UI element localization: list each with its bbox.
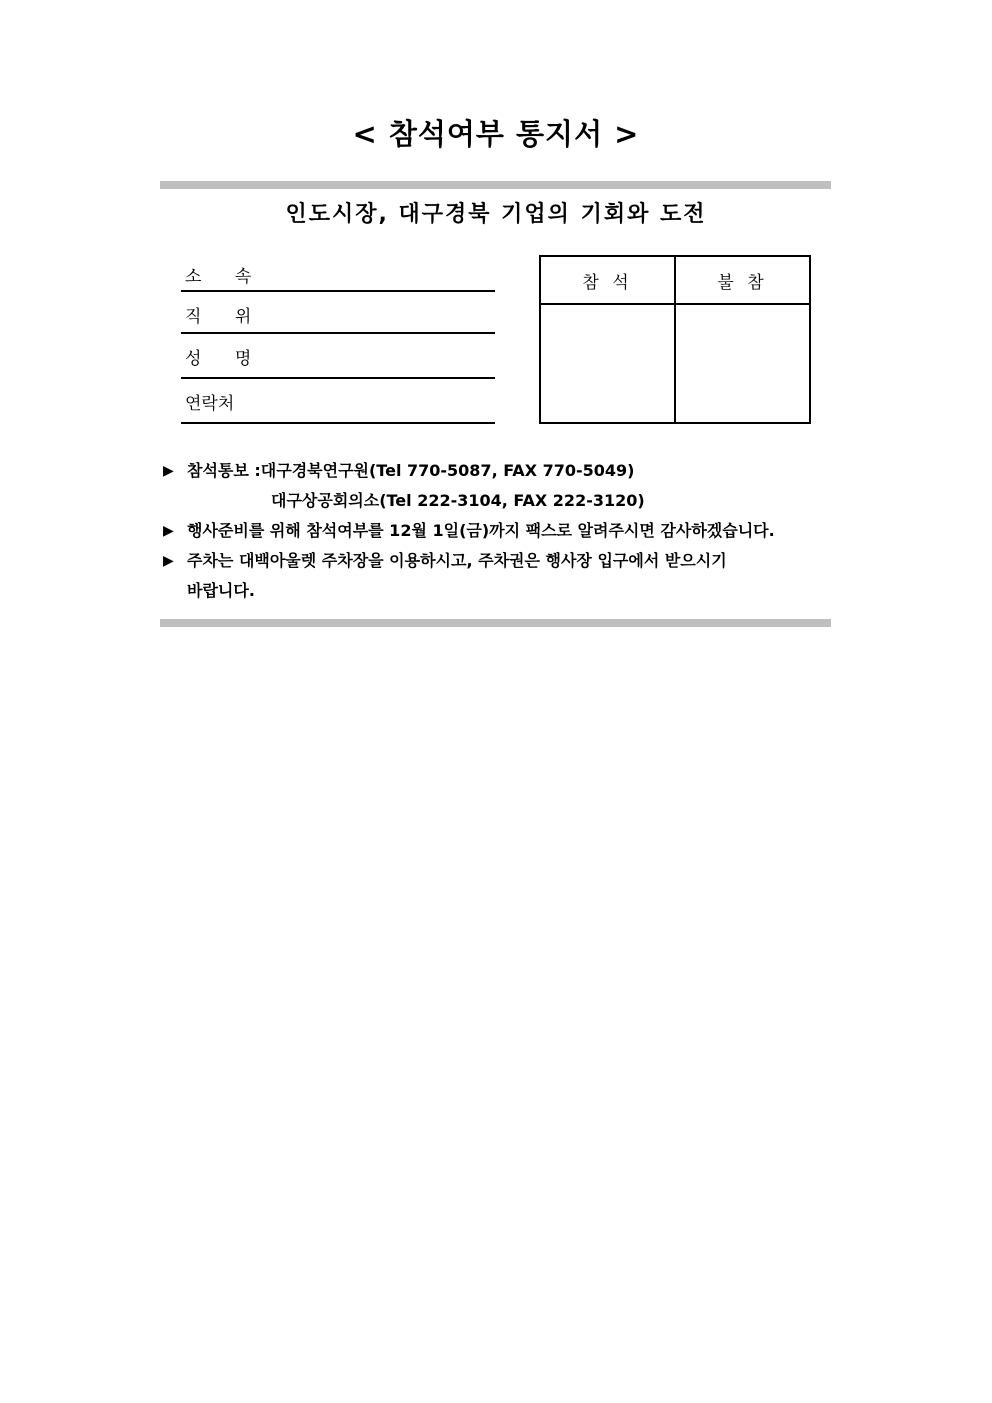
field-contact[interactable]: [181, 389, 495, 424]
top-divider: [160, 181, 831, 189]
note-deadline: [163, 516, 833, 546]
contact-chamber-commerce: 대구상공회의소(Tel 222-3104, FAX 222-3120): [271, 491, 645, 510]
field-name[interactable]: [181, 344, 495, 379]
field-name-label: 성 명: [185, 349, 266, 369]
field-position[interactable]: [181, 302, 495, 334]
note-parking-cont: [163, 576, 833, 606]
bottom-divider: [160, 619, 831, 627]
triangle-bullet-icon: ▶: [163, 553, 174, 569]
note-parking: [163, 546, 833, 576]
triangle-bullet-icon: ▶: [163, 463, 174, 479]
event-title: 인도시장, 대구경북 기업의 기회와 도전: [285, 202, 707, 227]
field-affiliation[interactable]: [181, 262, 495, 292]
note-contact-chamber: [163, 486, 833, 516]
field-position-label: 직 위: [185, 307, 266, 327]
attendance-table: [539, 255, 811, 424]
field-contact-label: 연락처: [185, 394, 235, 414]
note-attendance-contact: [163, 456, 833, 486]
attend-checkbox-cell[interactable]: [540, 304, 675, 423]
field-affiliation-label: 소 속: [185, 267, 266, 287]
attend-header: 참 석: [540, 256, 675, 304]
notes-section: [163, 456, 833, 606]
note-parking-text-cont: 바랍니다.: [187, 581, 255, 600]
note-prefix: 참석통보 :: [187, 461, 261, 480]
document-title: < 참석여부 통지서 >: [352, 117, 640, 151]
note-parking-text: 주차는 대백아울렛 주차장을 이용하시고, 주차권은 행사장 입구에서 받으시기: [187, 551, 727, 570]
absent-header: 불 참: [675, 256, 810, 304]
triangle-bullet-icon: ▶: [163, 523, 174, 539]
absent-checkbox-cell[interactable]: [675, 304, 810, 423]
note-deadline-text: 행사준비를 위해 참석여부를 12월 1일(금)까지 팩스로 알려주시면 감사하겠습니다.: [187, 521, 775, 540]
contact-research-institute: 대구경북연구원(Tel 770-5087, FAX 770-5049): [260, 461, 635, 480]
